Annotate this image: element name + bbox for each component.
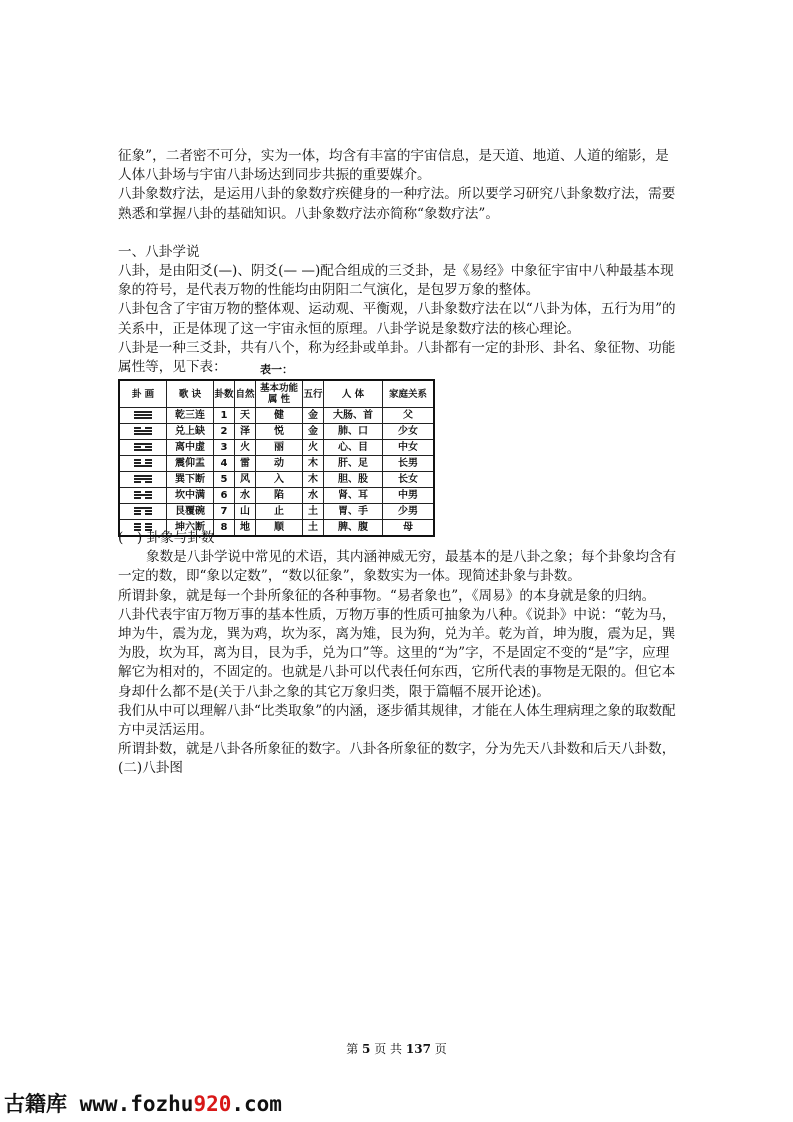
column-header: 卦 画 xyxy=(119,380,167,408)
family-cell: 长男 xyxy=(383,456,435,472)
body-cell: 胃、手 xyxy=(324,504,383,520)
footer-text: 页 共 xyxy=(374,1042,403,1056)
element-cell: 金 xyxy=(303,408,324,424)
trigram-cell xyxy=(119,440,167,456)
trigram-icon xyxy=(134,490,152,500)
attribute-cell: 丽 xyxy=(256,440,303,456)
table-row xyxy=(119,456,434,472)
element-cell: 土 xyxy=(303,520,324,537)
column-header: 五行 xyxy=(303,380,324,408)
paragraph: 我们从中可以理解八卦“比类取象”的内涵，逐步循其规律，才能在人体生理病理之象的取数配方中灵活运用。 xyxy=(118,702,676,739)
bagua-table-container xyxy=(118,361,435,537)
watermark-url: www.fozhu xyxy=(67,1092,194,1116)
element-cell: 水 xyxy=(303,488,324,504)
trigram-icon xyxy=(134,426,152,436)
trigram-cell xyxy=(119,472,167,488)
family-cell: 母 xyxy=(383,520,435,537)
column-header: 卦数 xyxy=(214,380,235,408)
trigram-icon xyxy=(134,474,152,484)
table-title: 表一： xyxy=(260,363,293,376)
nature-cell: 山 xyxy=(235,504,256,520)
nature-cell: 天 xyxy=(235,408,256,424)
element-cell: 土 xyxy=(303,504,324,520)
body-cell: 心、目 xyxy=(324,440,383,456)
family-cell: 父 xyxy=(383,408,435,424)
paragraph: 所谓卦数，就是八卦各所象征的数字。八卦各所象征的数字，分为先天八卦数和后天八卦数， xyxy=(118,741,676,758)
nature-cell: 火 xyxy=(235,440,256,456)
watermark-name: 古籍库 xyxy=(4,1092,67,1116)
body-cell: 肝、足 xyxy=(324,456,383,472)
body-cell: 脾、腹 xyxy=(324,520,383,537)
song-cell: 离中虚 xyxy=(167,440,214,456)
column-header: 自然 xyxy=(235,380,256,408)
column-header: 歌 诀 xyxy=(167,380,214,408)
paragraph: 八卦，是由阳爻(—)、阴爻(— —)配合组成的三爻卦，是《易经》中象征宇宙中八种最基本现象的符号，是代表万物的性能均由阴阳二气演化，是包罗万象的整体。 xyxy=(118,263,674,299)
family-cell: 中女 xyxy=(383,440,435,456)
body-cell: 胆、股 xyxy=(324,472,383,488)
number-cell: 3 xyxy=(214,440,235,456)
body-cell: 肾、耳 xyxy=(324,488,383,504)
page-footer xyxy=(0,1040,793,1057)
intro-text xyxy=(118,147,678,377)
song-cell: 兑上缺 xyxy=(167,424,214,440)
song-cell: 艮覆碗 xyxy=(167,504,214,520)
song-cell: 坤六断 xyxy=(167,520,214,537)
table-row xyxy=(119,408,434,424)
number-cell: 6 xyxy=(214,488,235,504)
paragraph: 象数是八卦学说中常见的术语，其内涵神威无穷，最基本的是八卦之象；每个卦象均含有一定的数，即“象以定数”，“数以征象”，象数实为一体。现简述卦象与卦数。 xyxy=(118,549,677,585)
table-row xyxy=(119,472,434,488)
element-cell: 木 xyxy=(303,472,324,488)
nature-cell: 地 xyxy=(235,520,256,537)
song-cell: 坎中满 xyxy=(167,488,214,504)
family-cell: 长女 xyxy=(383,472,435,488)
number-cell: 5 xyxy=(214,472,235,488)
paragraph: 八卦象数疗法，是运用八卦的象数疗疾健身的一种疗法。所以要学习研究八卦象数疗法，需要熟悉和掌握八卦的基础知识。八卦象数疗法亦简称“象数疗法”。 xyxy=(118,186,676,222)
nature-cell: 泽 xyxy=(235,424,256,440)
attribute-cell: 健 xyxy=(256,408,303,424)
number-cell: 7 xyxy=(214,504,235,520)
attribute-cell: 动 xyxy=(256,456,303,472)
table-row xyxy=(119,504,434,520)
trigram-cell xyxy=(119,456,167,472)
paragraph: 八卦包含了宇宙万物的整体观、运动观、平衡观，八卦象数疗法在以“八卦为体，五行为用”的关系中，正是体现了这一宇宙永恒的原理。八卦学说是象数疗法的核心理论。 xyxy=(118,301,676,337)
total-pages: 137 xyxy=(405,1042,431,1056)
table-row xyxy=(119,440,434,456)
attribute-cell: 悦 xyxy=(256,424,303,440)
nature-cell: 风 xyxy=(235,472,256,488)
bagua-text xyxy=(118,529,678,779)
trigram-icon xyxy=(134,442,152,452)
family-cell: 少男 xyxy=(383,504,435,520)
trigram-icon xyxy=(134,410,152,420)
family-cell: 少女 xyxy=(383,424,435,440)
song-cell: 巽下断 xyxy=(167,472,214,488)
column-header: 家庭关系 xyxy=(383,380,435,408)
song-cell: 乾三连 xyxy=(167,408,214,424)
number-cell: 2 xyxy=(214,424,235,440)
attribute-cell: 陷 xyxy=(256,488,303,504)
column-header: 基本功能属 性 xyxy=(256,380,303,408)
number-cell: 1 xyxy=(214,408,235,424)
nature-cell: 雷 xyxy=(235,456,256,472)
bagua-table xyxy=(118,379,435,537)
trigram-cell xyxy=(119,408,167,424)
table-header-row xyxy=(119,380,434,408)
trigram-icon xyxy=(134,458,152,468)
trigram-cell xyxy=(119,424,167,440)
watermark-url-end: .com xyxy=(231,1092,282,1116)
paragraph: 八卦代表宇宙万物万事的基本性质，万物万事的性质可抽象为八种。《说卦》中说：“乾为马，坤为牛，震为龙，巽为鸡，坎为豕，离为雉，艮为狗，兑为羊。乾为首，坤为腹，震为足，巽为股，坎为耳，离为目，艮为手，兑为口”等。这里的“为”字，不是固定不变的“是”字，应理解它为相对的，不固定的。也就是八卦可以代表任何东西，它所代表的事物是无限的。但它本身却什么都不是(关于八卦之象的其它万象归类，限于篇幅不展开论述)。 xyxy=(118,606,676,700)
nature-cell: 水 xyxy=(235,488,256,504)
footer-text: 第 xyxy=(346,1042,359,1056)
footer-text: 页 xyxy=(434,1042,447,1056)
paragraph: 征象”，二者密不可分，实为一体，均含有丰富的宇宙信息，是天道、地道、人道的缩影，是人体八卦场与宇宙八卦场达到同步共振的重要媒介。 xyxy=(118,148,669,184)
element-cell: 木 xyxy=(303,456,324,472)
body-cell: 肺、口 xyxy=(324,424,383,440)
trigram-icon xyxy=(134,506,152,516)
trigram-cell xyxy=(119,504,167,520)
site-watermark xyxy=(4,1088,282,1118)
song-cell: 震仰盂 xyxy=(167,456,214,472)
watermark-url-number: 920 xyxy=(193,1092,232,1116)
attribute-cell: 入 xyxy=(256,472,303,488)
page-number: 5 xyxy=(362,1042,371,1056)
table-row xyxy=(119,424,434,440)
subsection-heading: (一) 卦象与卦数 xyxy=(118,530,215,546)
subsection-heading: (二)八卦图 xyxy=(118,760,183,777)
element-cell: 金 xyxy=(303,424,324,440)
trigram-cell xyxy=(119,488,167,504)
attribute-cell: 止 xyxy=(256,504,303,520)
column-header: 人 体 xyxy=(324,380,383,408)
paragraph: 所谓卦象，就是每一个卦所象征的各种事物。“易者象也”，《周易》的本身就是象的归纳。 xyxy=(118,587,656,604)
section-heading: 一、八卦学说 xyxy=(118,243,200,260)
number-cell: 8 xyxy=(214,520,235,537)
attribute-cell: 顺 xyxy=(256,520,303,537)
paragraph: 八卦是一种三爻卦，共有八个，称为经卦或单卦。八卦都有一定的卦形、卦名、象征物、功能属性等，见下表： xyxy=(118,339,676,376)
table-row xyxy=(119,488,434,504)
family-cell: 中男 xyxy=(383,488,435,504)
body-cell: 大肠、首 xyxy=(324,408,383,424)
number-cell: 4 xyxy=(214,456,235,472)
element-cell: 火 xyxy=(303,440,324,456)
